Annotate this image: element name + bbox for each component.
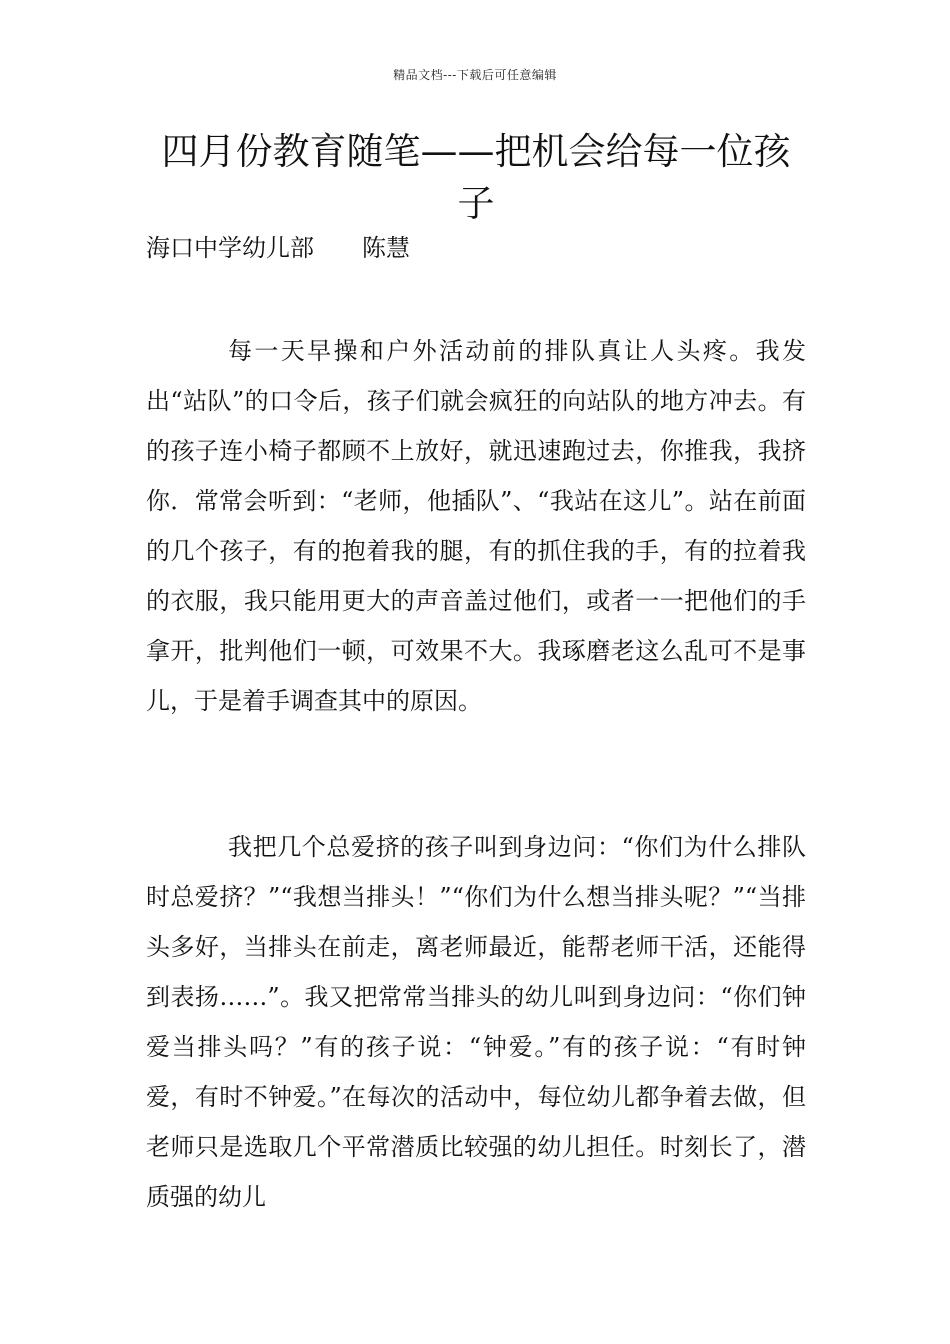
header-note: 精品文档---下载后可任意编辑	[393, 68, 557, 82]
paragraph-2: 我把几个总爱挤的孩子叫到身边问：“你们为什么排队时总爱挤？”“我想当排头！”“你们为什么想当排头呢？”“当排头多好，当排头在前走，离老师最近，能帮老师干活，还能得到表扬……”。我又把常常当排头的幼儿叫到身边问：“你们钟爱当排头吗？”有的孩子说：“钟爱。”有的孩子说：“有时钟爱，有时不钟爱。”在每次的活动中，每位幼儿都争着去做，但老师只是选取几个平常潜质比较强的幼儿担任。时刻长了，潜质强的幼儿	[146, 833, 806, 1211]
paragraph-1: 每一天早操和户外活动前的排队真让人头疼。我发出“站队”的口令后，孩子们就会疯狂的向站队的地方冲去。有的孩子连小椅子都顾不上放好，就迅速跑过去，你推我，我挤你．常常会听到：“老师，他插队”、“我站在这儿”。站在前面的几个孩子，有的抱着我的腿，有的抓住我的手，有的拉着我的衣服，我只能用更大的声音盖过他们，或者一一把他们的手拿开，批判他们一顿，可效果不大。我琢磨老这么乱可不是事儿，于是着手调查其中的原因。	[146, 337, 806, 715]
document-title: 四月份教育随笔——把机会给每一位孩子	[161, 130, 791, 225]
author-byline: 海口中学幼儿部 陈慧	[146, 234, 410, 262]
